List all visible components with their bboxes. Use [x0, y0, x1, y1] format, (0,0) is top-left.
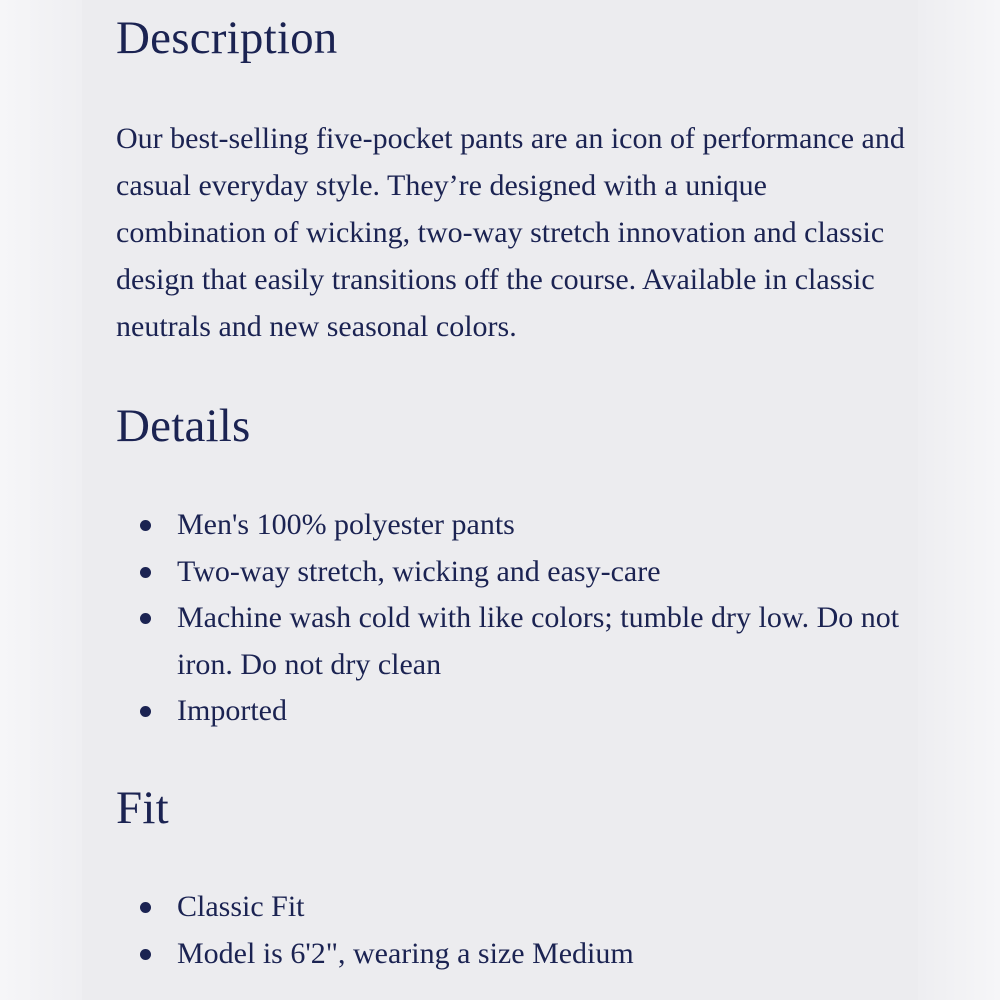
details-item-label: Men's 100% polyester pants	[177, 508, 515, 541]
fit-list	[116, 884, 906, 977]
fit-item-label: Model is 6'2", wearing a size Medium	[177, 936, 634, 970]
details-item-label: Two-way stretch, wicking and easy-care	[177, 554, 661, 588]
fit-item-label: Classic Fit	[177, 890, 305, 923]
description-text: Our best-selling five-pocket pants are an icon of performance and casual everyday style. They’re designed with a unique combination of wicking, two-way stretch innovation and classic design that easily transitions off the course. Available in classic neutrals and new seasonal colors.	[116, 122, 905, 343]
bullet-icon	[140, 949, 151, 960]
bullet-icon	[140, 902, 151, 913]
details-item-label: Machine wash cold with like colors; tumble dry low. Do not iron. Do not dry clean	[177, 601, 900, 681]
description-heading: Description	[116, 12, 338, 64]
fit-item-classic	[116, 884, 906, 931]
bullet-icon	[140, 706, 151, 717]
fit-heading: Fit	[116, 782, 169, 834]
bullet-icon	[140, 520, 151, 531]
bullet-icon	[140, 567, 151, 578]
details-item-stretch	[116, 549, 906, 596]
details-item-material	[116, 502, 906, 549]
details-item-label: Imported	[177, 694, 287, 727]
fit-item-model	[116, 931, 906, 978]
details-item-imported	[116, 688, 906, 735]
details-heading: Details	[116, 400, 251, 452]
bullet-icon	[140, 613, 151, 624]
details-list	[116, 502, 906, 735]
details-item-care	[116, 595, 906, 688]
